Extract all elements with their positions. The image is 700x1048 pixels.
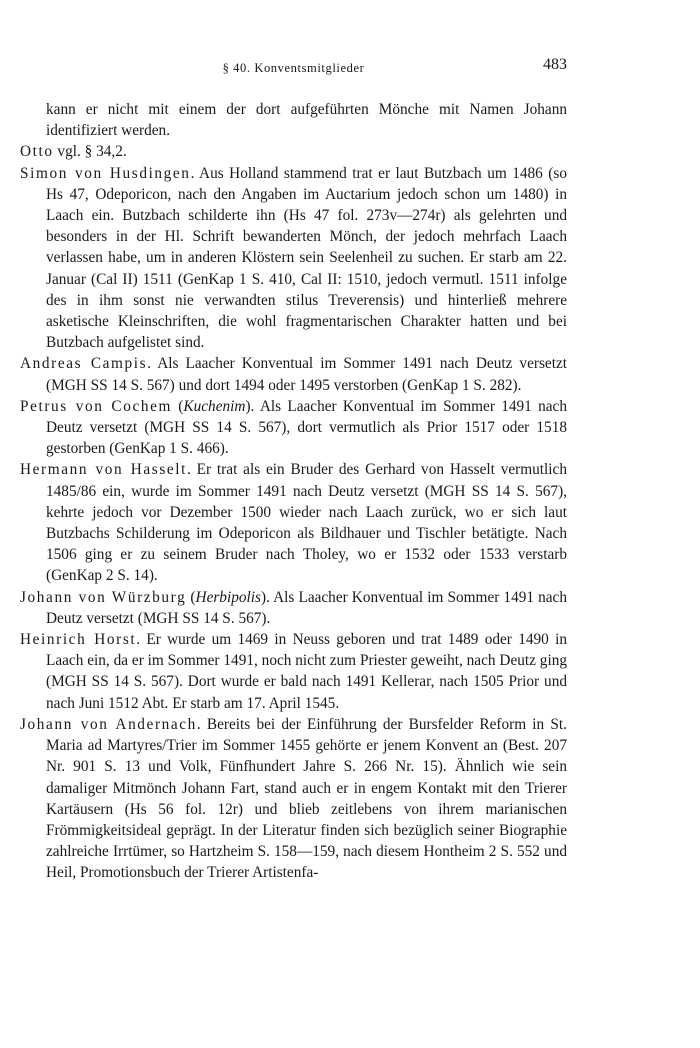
entry-johann-von-andernach xyxy=(20,714,567,884)
continuation-paragraph: kann er nicht mit einem der dort aufgeführten Mönche mit Namen Johann identifiziert werden. xyxy=(46,101,567,140)
body-text xyxy=(20,99,567,884)
entry-text: ). Als Laacher Konventual im Sommer 1491 nach Deutz versetzt (MGH SS 14 S. 567), dort vermutlich als Prior 1517 oder 1518 gestorben (GenKap 1 S. 466). xyxy=(46,397,567,458)
entry-heinrich-horst xyxy=(20,629,567,714)
entry-text: . Er trat als ein Bruder des Gerhard von Hasselt vermutlich 1485/86 ein, wurde im Sommer 1491 nach Deutz versetzt (MGH SS 14 S. 567), kehrte jedoch vor Dezember 1500 wieder nach Laach zurück, wo er sich laut Butzbachs Schilderung im Odeporicon als Bildhauer und Tischler betätigte. Nach 1506 ging er zu seinem Bruder nach Tholey, wo er 1532 oder 1533 verstarb (GenKap 2 S. 14). xyxy=(46,461,567,585)
entry-text: . Er wurde um 1469 in Neuss geboren und trat 1489 oder 1490 in Laach ein, da er im Sommer 1491, noch nicht zum Priester geweiht, nach Deutz ging (MGH SS 14 S. 567). Dort wurde er bald nach 1491 Kellerar, nach 1505 Prior und nach Juni 1512 Abt. Er starb am 17. April 1545. xyxy=(46,631,567,712)
entry-text: . Bereits bei der Einführung der Bursfelder Reform in St. Maria ad Martyres/Trier im Sommer 1455 gehörte er jenem Konvent an (Best. 207 Nr. 901 S. 13 und Volk, Fünfhundert Jahre S. 266 Nr. 15). Ähnlich wie sein damaliger Mitmönch Johann Fart, stand auch er in engem Kontakt mit den Trierer Kartäusern (Hs 56 fol. 12r) und blieb zeitlebens von ihrem marianischen Frömmigkeitsideal geprägt. In der Literatur finden sich bezüglich seiner Biographie zahlreiche Irrtümer, so Hartzheim S. 158—159, nach diesem Hontheim 2 S. 552 und Heil, Promotionsbuch der Trierer Artistenfa- xyxy=(46,715,567,882)
entry-name: Petrus von Cochem xyxy=(20,397,172,415)
entry-hermann-von-hasselt xyxy=(20,459,567,586)
entry-paren: ( xyxy=(186,588,196,606)
entry-andreas-campis xyxy=(20,353,567,395)
entry-name: Andreas Campis xyxy=(20,355,148,373)
entry-simon-von-husdingen xyxy=(20,163,567,354)
entry-name: Otto xyxy=(20,143,54,161)
entry-name: Heinrich Horst xyxy=(20,631,137,649)
entry-name: Hermann von Hasselt xyxy=(20,461,187,479)
entry-text: vgl. § 34,2. xyxy=(53,143,127,161)
latin-name: Herbipolis xyxy=(195,588,261,606)
page-number: 483 xyxy=(543,56,567,73)
running-title: § 40. Konventsmitglieder xyxy=(222,61,365,75)
entry-name: Simon von Husdingen xyxy=(20,164,191,182)
entry-johann-von-wuerzburg xyxy=(20,587,567,629)
page-header xyxy=(20,56,567,78)
entry-name: Johann von Würzburg xyxy=(20,588,187,606)
latin-name: Kuchenim xyxy=(183,397,246,415)
entry-name: Johann von Andernach xyxy=(20,715,197,733)
entry-text: . Aus Holland stammend trat er laut Butzbach um 1486 (so Hs 47, Odeporicon, nach den Angaben im Auctarium jedoch schon um 1480) in Laach ein. Butzbach schilderte ihn (Hs 47 fol. 273v—274r) als gelehrten und besonders in der Hl. Schrift bewanderten Mönch, der jedoch mehrfach Laach verlassen habe, um in anderen Klöstern sein Seelenheil zu suchen. Er starb am 22. Januar (Cal II) 1511 (GenKap 1 S. 410, Cal II: 1510, jedoch vermutl. 1511 infolge des in ihm sonst nie verwandten stilus Treverensis) und hinterließ mehrere asketische Kleinschriften, die wohl fragmentarischen Charakter hatten und bei Butzbach aufgelistet sind. xyxy=(46,164,567,352)
entry-text: ). Als Laacher Konventual im Sommer 1491 nach Deutz versetzt (MGH SS 14 S. 567). xyxy=(46,588,567,627)
entry-paren: ( xyxy=(172,397,184,415)
entry-otto xyxy=(20,141,567,162)
entry-petrus-von-cochem xyxy=(20,396,567,460)
entry-text: . Als Laacher Konventual im Sommer 1491 nach Deutz versetzt (MGH SS 14 S. 567) und dort 1494 oder 1495 verstorben (GenKap 1 S. 282). xyxy=(46,355,567,394)
